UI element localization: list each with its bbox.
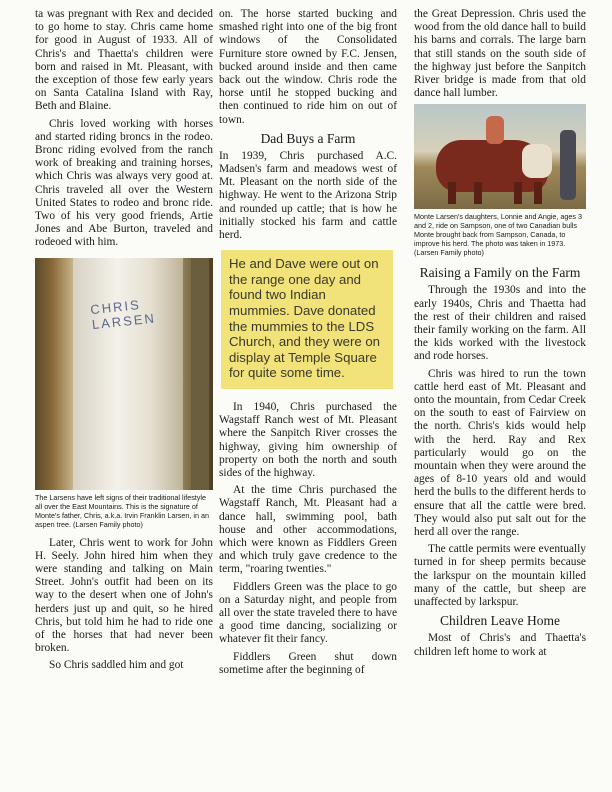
tree-trunk <box>73 258 183 490</box>
paragraph: Fiddlers Green was the place to go on a Saturday night, and people from all over the state traveled there to have a good time dancing, socializing or whatever fit their fancy. <box>219 580 397 646</box>
section-heading: Dad Buys a Farm <box>260 130 356 146</box>
bull-leg <box>534 182 542 204</box>
column-1 <box>35 8 213 677</box>
bull-leg <box>514 182 522 204</box>
section-heading: Raising a Family on the Farm <box>419 265 581 281</box>
paragraph: So Chris saddled him and got <box>49 659 184 672</box>
photo-caption: Monte Larsen's daughters, Lonnie and Angie, ages 3 and 2, ride on Sampson, one of two Canadian bulls Monte brought back from Sampson, Canada, to improve his herd. The photo was taken in 1973. (Larsen Family photo) <box>414 212 583 258</box>
paragraph: Chris was hired to run the town cattle herd east of Mt. Pleasant and onto the mountain, from Cedar Creek on the south to east of Fairview on the north. Chris's kids would help with the herd. Ray and Rex particularly would go on the mountain when they were around the ages of 8-10 years old and would herd the bulls to the different herds to ensure that all the cattle were bred. They would also put salt out for the herd all over the range. <box>414 367 586 539</box>
paragraph: In 1940, Chris purchased the Wagstaff Ranch west of Mt. Pleasant where the Sanpitch River crosses the highway, giving him ownership of property on both the north and south sides of the highway. <box>219 401 397 480</box>
tree-branch <box>191 258 209 490</box>
man-standing <box>560 130 576 200</box>
bull-face <box>522 144 552 178</box>
paragraph: ta was pregnant with Rex and decided to go home to stay. Chris came home for good in August of 1933. All of Chris's and Thaetta's children were born and raised in Mt. Pleasant, with the exception of those few early years on Santa Catalina Island with Ray, Beth and Blaine. <box>35 8 213 113</box>
pull-quote: He and Dave were out on the range one day and found two Indian mummies. Dave donated the mummies to the LDS Church, and they were on display at Temple Square for quite some time. <box>221 250 393 389</box>
paragraph: the Great Depression. Chris used the wood from the old dance hall to build his barns and corrals. The large barn that still stands on the south side of the highway just before the Sanpitch River bridge is made from that old dance hall lumber. <box>414 8 586 100</box>
paragraph: Most of Chris's and Thaetta's children left home to work at <box>414 632 586 658</box>
bull-photo <box>414 104 586 209</box>
column-3 <box>414 8 586 663</box>
column-2 <box>219 8 397 681</box>
paragraph: on. The horse started bucking and smashed right into one of the big front windows of the Consolidated Furniture store owned by F.C. Jensen, bucked around inside and then came back out the window. Chris rode the horse until he stopped bucking and then continued to ride him on out of town. <box>219 8 397 126</box>
photo-caption: The Larsens have left signs of their traditional lifestyle all over the East Mountains. This is the signature of Monte's father, Chris, a.k.a. Irvin Franklin Larsen, in an aspen tree. (Larsen Family photo) <box>35 492 209 529</box>
bull-leg <box>474 182 482 204</box>
paragraph: Chris loved working with horses and started riding broncs in the rodeo. Bronc riding evolved from the ranch work of breaking and training horses, which Chris was always very good at. Chris traveled all over the Western United States to rodeo and bronc ride. Two of his very good friends, Artie Jones and Abe Burton, traveled and rodeoed with him. <box>35 117 213 249</box>
section-heading: Children Leave Home <box>440 613 560 629</box>
tree-carving: CHRIS LARSEN <box>89 296 157 332</box>
aspen-tree-photo <box>35 258 213 490</box>
paragraph: Later, Chris went to work for John H. Seely. John hired him when they were standing and talking on Main Street. John's outfit had been on its way to the desert when one of John's herders just up and quit, so he hired Chris, but told him he had to ride one of the horses that had never been broken. <box>35 536 213 655</box>
paragraph: In 1939, Chris purchased A.C. Madsen's farm and meadows west of Mt. Pleasant on the north side of the highway. He went to the Arizona Strip and rounded up cattle; that is how he initially stocked his farm and cattle herd. <box>219 149 397 242</box>
child-rider <box>486 116 504 144</box>
paragraph: Through the 1930s and into the early 1940s, Chris and Thaetta had the rest of their children and raised their family working on the farm. All the kids worked with the livestock and rode horses. <box>414 284 586 363</box>
paragraph: At the time Chris purchased the Wagstaff Ranch, Mt. Pleasant had a dance hall, swimming pool, bath house and other accommodations, which were known as Fiddlers Green and which truly gave credence to the term, "roaring twenties." <box>219 484 397 576</box>
paragraph: The cattle permits were eventually turned in for sheep permits because the larkspur on the mountain killed many of the cattle, but sheep are unaffected by larkspur. <box>414 543 586 609</box>
paragraph: Fiddlers Green shut down sometime after the beginning of <box>219 650 397 676</box>
bull-leg <box>448 182 456 204</box>
